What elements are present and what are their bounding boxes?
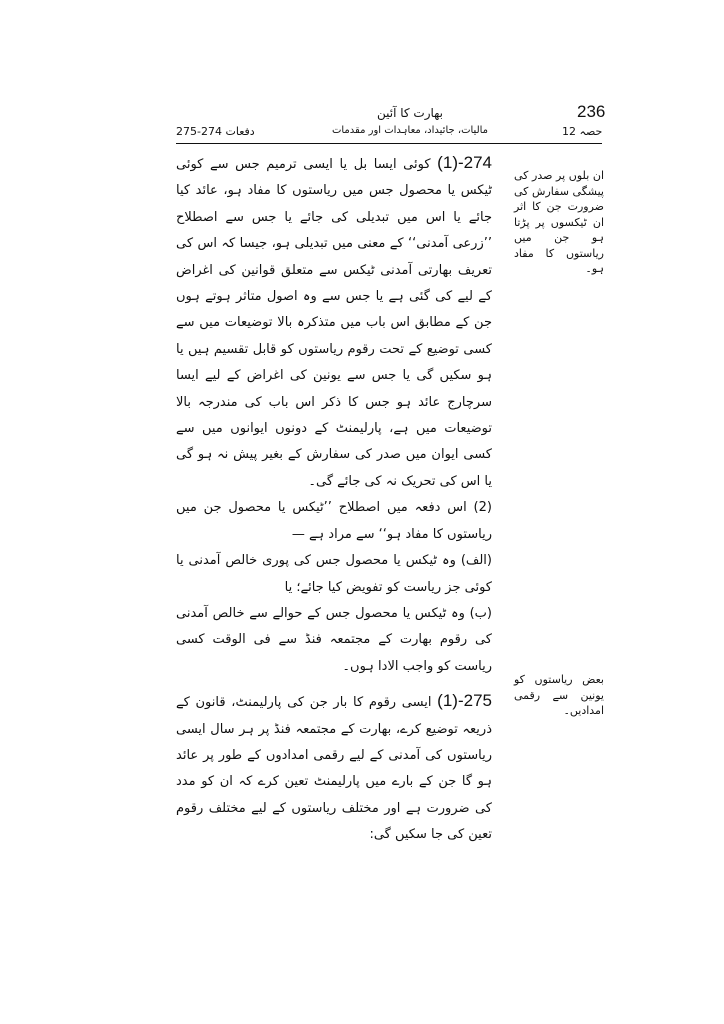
article-275-clause-1 (176, 688, 492, 848)
running-subtitle: مالیات، جائیداد، معاہدات اور مقدمات (331, 125, 489, 136)
article-274-sub-a: (الف) وہ ٹیکس یا محصول جس کی پوری خالص آمدنی یا کوئی جز ریاست کو تفویض کیا جائے؛ یا (176, 553, 492, 595)
article-274-clause-1 (176, 150, 492, 495)
articles-label: دفعات 274-275 (176, 125, 255, 138)
header-rule (176, 143, 602, 144)
running-title: بھارت کا آئین (376, 106, 444, 120)
article-number: 274-(1) (437, 153, 493, 172)
article-274-sub-b: (ب) وہ ٹیکس یا محصول جس کے حوالے سے خالص آمدنی کی رقوم بھارت کے مجتمعہ فنڈ سے فی الوقت کسی ریاست کو واجب الادا ہوں۔ (176, 605, 492, 674)
main-text (176, 150, 492, 849)
margin-note-274: ان بلوں پر صدر کی پیشگی سفارش کی ضرورت جن کا اثر ان ٹیکسوں پر پڑتا ہو جن میں ریاستوں کا مفاد ہو۔ (514, 169, 604, 275)
article-274-clause-2: (2) اس دفعہ میں اصطلاح ’’ٹیکس یا محصول جن میں ریاستوں کا مفاد ہو‘‘ سے مراد ہے — (176, 500, 492, 542)
article-number: 275-(1) (437, 691, 492, 711)
clause-text: ایسی رقوم کا بار جن کی پارلیمنٹ، قانون کے ذریعہ توضیع کرے، بھارت کے مجتمعہ فنڈ پر ہر سال ایسی ریاستوں کی آمدنی کے لیے رقمی امدادوں کے طور پر عائد ہو گا جن کے بارے میں پارلیمنٹ تعین کرے کہ ان کو مدد کی ضرورت ہے اور مختلف ریاستوں کے لیے مختلف رقوم تعین کی جا سکیں گی: (176, 695, 492, 843)
page-number: 236 (577, 102, 606, 121)
clause-text: کوئی ایسا بل یا ایسی ترمیم جس سے کوئی ٹیکس یا محصول جس میں ریاستوں کا مفاد ہو، عائد کیا جائے یا اس میں تبدیلی کی جائے یا جس سے اصطلاح ’’زرعی آمدنی‘‘ کے معنی میں تبدیلی ہو، جیسا کہ اس کی تعریف بھارتی آمدنی ٹیکس سے متعلق قوانین کی اغراض کے لیے کی گئی ہے یا جس سے وہ اصول متاثر ہوتے ہوں جن کے مطابق اس باب میں متذکرہ بالا توضیعات میں سے کسی توضیع کے تحت رقوم ریاستوں کو قابل تقسیم ہیں یا ہو سکیں گی یا جس سے یونین کی اغراض کے لیے ایسا سرچارج عائد ہو جس کا ذکر اس باب کی مندرجہ بالا توضیعات میں ہے، پارلیمنٹ کے دونوں ایوانوں میں سے کسی ایوان میں صدر کی سفارش کے بغیر پیش نہ ہو گی یا اس کی تحریک نہ کی جائے گی۔ (176, 157, 492, 489)
part-label: حصہ 12 (562, 125, 603, 138)
margin-note-275: بعض ریاستوں کو یونین سے رقمی امدادیں۔ (514, 673, 604, 717)
